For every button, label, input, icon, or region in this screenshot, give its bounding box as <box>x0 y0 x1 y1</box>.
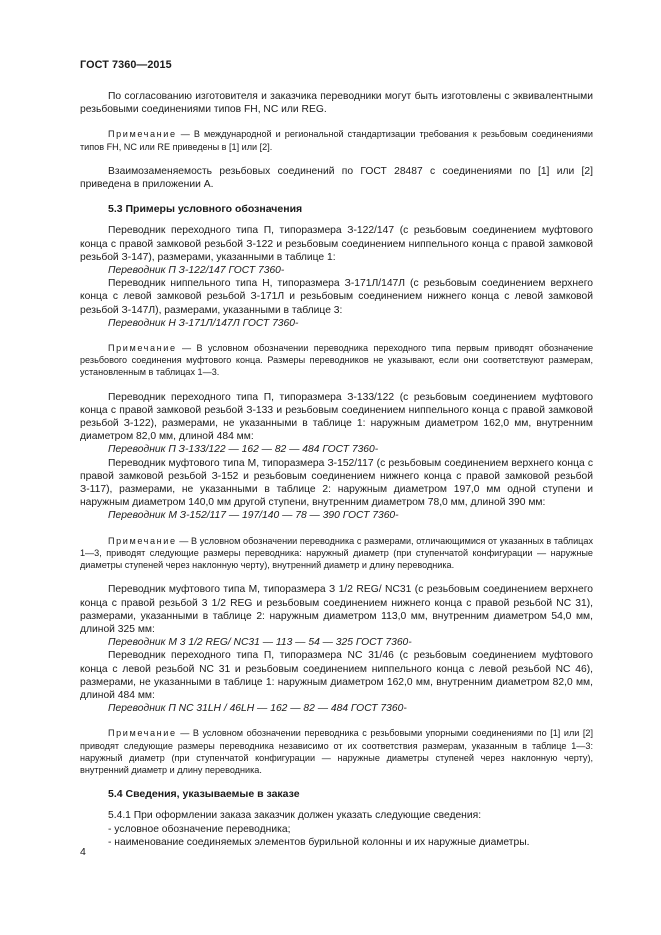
paragraph-example-6: Переводник переходного типа П, типоразмера NC 31/46 (с резьбовым соединением муфтового конца с левой резьбой NC 31 и резьбовым соединением ниппельного конца с левой резьбой NC 46), размерами, не указанными в таблице 1: наружным диаметром 162,0 мм, внутренним диаметром 82,0 мм, длиной 484 мм: <box>80 650 593 701</box>
page-header: ГОСТ 7360—2015 <box>80 59 172 71</box>
paragraph-example-4: Переводник муфтового типа М, типоразмера З-152/117 (с резьбовым соединением верхнего конца с правой замковой резьбой З-152 и резьбовым соединением нижнего конца с правой замковой резьбой З-117), размерами, не указанными в таблице 2: наружным диаметром 197,0 мм одной ступени и наружным диаметром 140,0 мм другой ступени, внутренним диаметром 78,0 мм, длиной 390 мм: <box>80 457 593 509</box>
paragraph-order-info: 5.4.1 При оформлении заказа заказчик должен указать следующие сведения: <box>108 810 482 822</box>
note-label: Примечание <box>108 343 177 354</box>
note-1 <box>80 128 593 152</box>
section-heading-5-3: 5.3 Примеры условного обозначения <box>108 203 303 216</box>
designation-example-3: Переводник П З-133/122 — 162 — 82 — 484 ГОСТ 7360- <box>108 444 379 456</box>
designation-example-1: Переводник П З-122/147 ГОСТ 7360- <box>108 265 285 277</box>
note-2 <box>80 342 593 379</box>
paragraph-example-3: Переводник переходного типа П, типоразмера З-133/122 (с резьбовым соединением муфтового конца с правой замковой резьбой З-133 и резьбовым соединением ниппельного конца с правой замковой резьбой З-122), размерами, не указанными в таблице 1: наружным диаметром 162,0 мм, внутренним диаметром 82,0 мм, длиной 484 мм: <box>80 391 593 443</box>
designation-example-5: Переводник М 3 1/2 REG/ NC31 — 113 — 54 — 325 ГОСТ 7360- <box>108 637 412 649</box>
designation-example-2: Переводник Н З-171Л/147Л ГОСТ 7360- <box>108 317 299 329</box>
paragraph-example-1: Переводник переходного типа П, типоразмера З-122/147 (с резьбовым соединением муфтового конца с правой замковой резьбой З-122 и резьбовым соединением ниппельного конца с правой замковой резьбой З-147), размерами, указанными в таблице 1: <box>80 225 593 263</box>
note-label: Примечание <box>108 535 177 546</box>
paragraph-example-5: Переводник муфтового типа М, типоразмера З 1/2 REG/ NC31 (с резьбовым соединением верхнего конца с правой резьбой 3 1/2 REG и резьбовым соединением нижнего конца с правой резьбой NC 31), размерами, указанными в таблице 2: наружным диаметром 113,0 мм, внутренним диаметром 54,0 мм, длиной 325 мм: <box>80 584 593 635</box>
note-text: — В условном обозначении переводника переходного типа первым приводят обозначение резьбового соединения муфтового конца. Размеры переводников не указывают, если они соответствуют размерам, установленным в таблицах 1—3. <box>80 343 593 378</box>
designation-example-6: Переводник П NC 31LH / 46LH — 162 — 82 — 484 ГОСТ 7360- <box>108 703 407 715</box>
list-item: - наименование соединяемых элементов бурильной колонны и их наружные диаметры. <box>108 836 530 848</box>
page-content <box>80 90 593 849</box>
paragraph-example-2: Переводник ниппельного типа Н, типоразмера З-171Л/147Л (с резьбовым соединением верхнего конца с левой замковой резьбой З-171Л и резьбовым соединением нижнего конца с левой замковой резьбой З-147Л), размерами, указанными в таблице 3: <box>80 278 593 316</box>
designation-example-4: Переводник М З-152/117 — 197/140 — 78 — 390 ГОСТ 7360- <box>108 510 399 522</box>
note-text: — В международной и региональной стандартизации требования к резьбовым соединениями типов FH, NC или RE приведены в [1] или [2]. <box>80 129 593 152</box>
paragraph-equivalent-threads: По согласованию изготовителя и заказчика переводники могут быть изготовлены с эквивалентными резьбовыми соединениями типов FH, NC или REG. <box>80 91 593 116</box>
note-label: Примечание <box>108 728 177 739</box>
note-4 <box>80 727 593 776</box>
section-heading-5-4: 5.4 Сведения, указываемые в заказе <box>108 788 300 801</box>
note-text: — В условном обозначении переводника с размерами, отличающимися от указанных в таблицах 1—3, приводят следующие размеры переводника: наружный диаметр (при ступенчатой конфигурации — наружные диаметры ступеней через наклонную черту), внутренний диаметр и длину переводника. <box>80 535 593 571</box>
paragraph-interchangeability: Взаимозаменяемость резьбовых соединений по ГОСТ 28487 с соединениями по [1] или [2] приведена в приложении А. <box>80 165 593 191</box>
note-text: — В условном обозначении переводника с резьбовыми упорными соединениями по [1] или [2] приводят следующие размеры переводника независимо от их соответствия размерам, указанным в таблице 1—3: наружный диаметр (при ступенчатой конфигурации — наружные диаметры ступеней через наклонную черту), внутренний диаметр и длину переводника. <box>80 728 593 775</box>
note-3 <box>80 535 593 572</box>
list-item: - условное обозначение переводника; <box>108 823 291 835</box>
note-label: Примечание <box>108 129 177 140</box>
page-number: 4 <box>80 846 86 858</box>
